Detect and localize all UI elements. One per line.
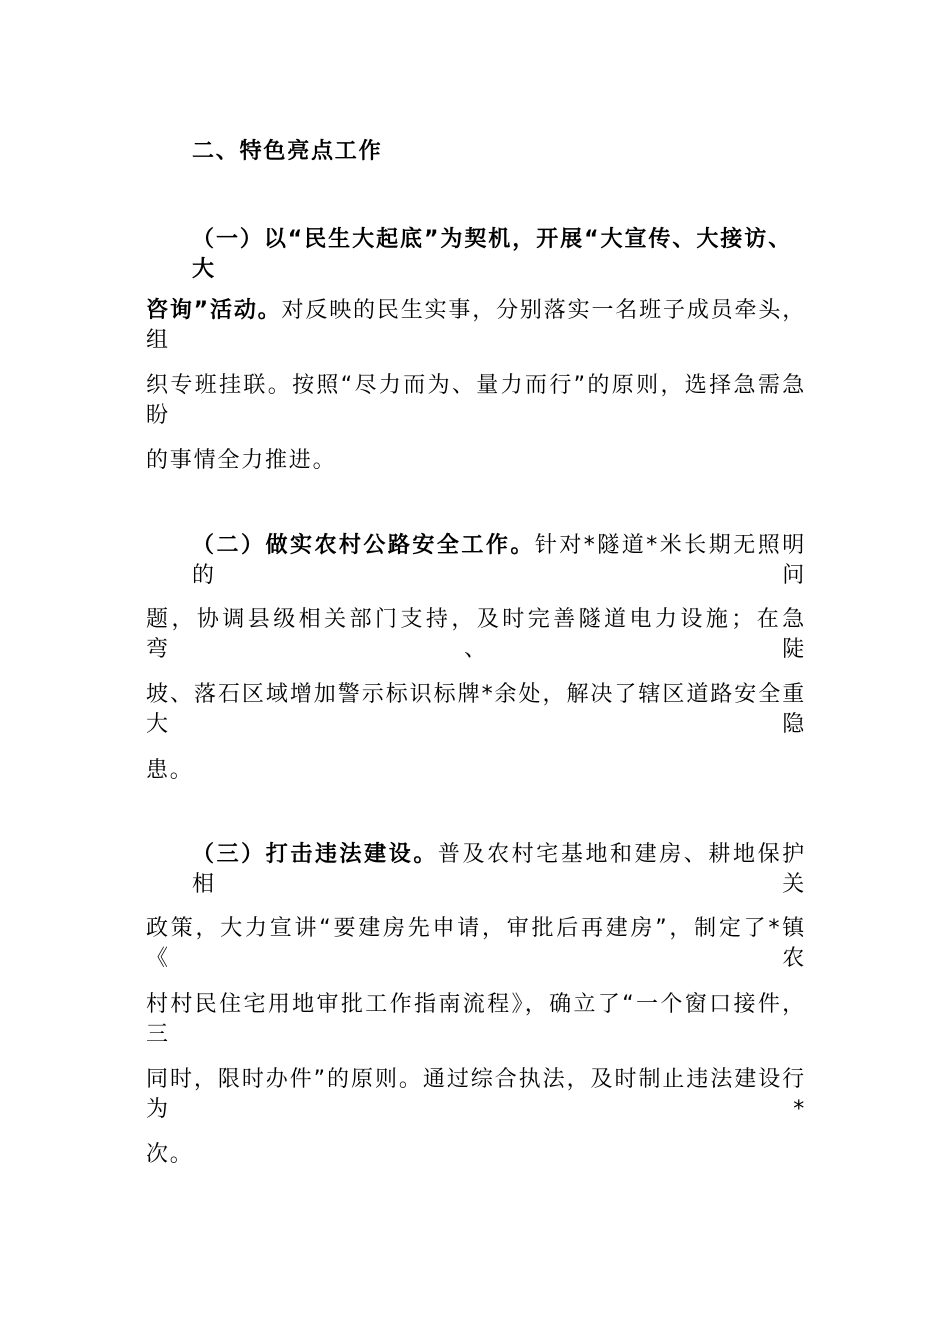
- paragraph-3-line-5: 次。: [146, 1142, 194, 1167]
- paragraph-1-heading-cont: 咨询”活动。: [146, 298, 282, 323]
- paragraph-1-line-2: 咨询”活动。对反映的民生实事，分别落实一名班子成员牵头，组: [146, 298, 806, 353]
- paragraph-1-heading: （一）以“民生大起底”为契机，开展“大宣传、大接访、大: [192, 227, 792, 282]
- paragraph-2-line-2: 题，协调县级相关部门支持，及时完善隧道电力设施；在急弯、陡: [146, 607, 806, 662]
- paragraph-2-line-4: 患。: [146, 758, 194, 783]
- paragraph-1-line-1: [192, 225, 792, 285]
- paragraph-2-line-3: 坡、落石区域增加警示标识标牌*余处，解决了辖区道路安全重大隐: [146, 682, 806, 737]
- paragraph-2-line-1: （二）做实农村公路安全工作。针对*隧道*米长期无照明的问: [192, 533, 806, 588]
- paragraph-3-heading: （三）打击违法建设。: [192, 842, 438, 867]
- paragraph-3-line-1: （三）打击违法建设。普及农村宅基地和建房、耕地保护相关: [192, 842, 806, 897]
- paragraph-1-line-4: 的事情全力推进。: [146, 448, 337, 473]
- paragraph-3-line-2: 政策，大力宣讲“要建房先申请，审批后再建房”，制定了*镇《农: [146, 916, 806, 971]
- paragraph-3-line-3: 村村民住宅用地审批工作指南流程》，确立了“一个窗口接件，三: [146, 992, 806, 1047]
- paragraph-2-heading: （二）做实农村公路安全工作。: [192, 533, 535, 558]
- paragraph-3-line-4: 同时，限时办件”的原则。通过综合执法，及时制止违法建设行为*: [146, 1067, 806, 1122]
- section-heading: 二、特色亮点工作: [192, 139, 383, 164]
- paragraph-1-line-3: 织专班挂联。按照“尽力而为、量力而行”的原则，选择急需急盼: [146, 373, 806, 428]
